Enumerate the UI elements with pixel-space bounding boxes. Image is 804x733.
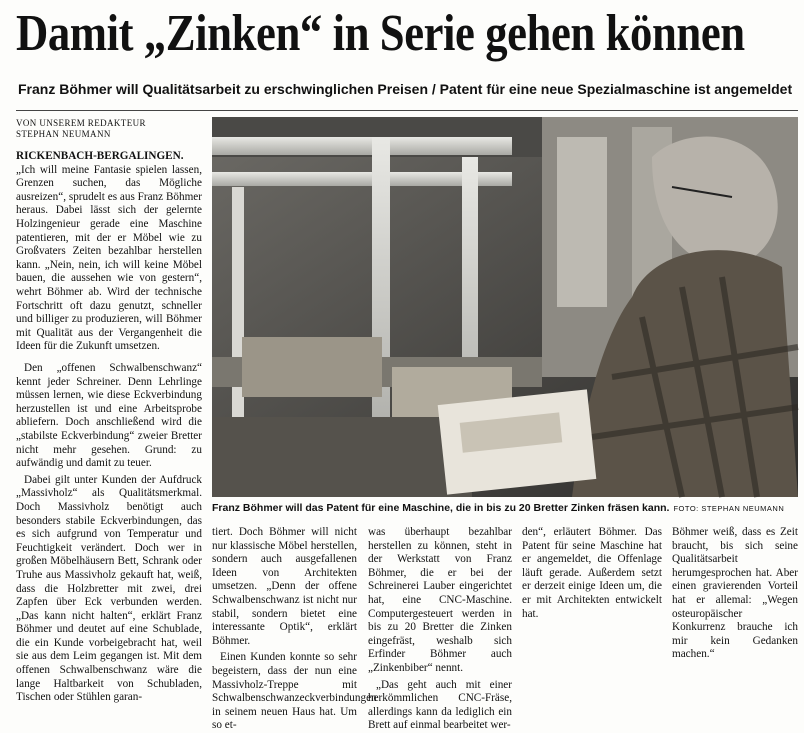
byline-author: STEPHAN NEUMANN <box>16 129 111 139</box>
lead-text: „Ich will meine Fantasie spielen lassen, Grenzen suchen, das Mögliche ausreizen“, sprudelt es aus Franz Böhmer heraus. Dabei lässt sich der gelernte Holzingenieur gerade eine Maschine patentieren, mit der er Möbel wie zu Großvaters Zeiten bezahlbar herstellen kann. „Nein, nein, ich will keine Möbel bauen, die aussehen wie von gestern“, wehrt Böhmer ab. Wird der technische Fortschritt oft dazu genutzt, schneller und billiger zu produzieren, will Böhmer mit Qualität aus der Vergangenheit die Ideen für die Zukunft umsetzen. <box>16 163 202 353</box>
byline <box>16 118 202 140</box>
photo-illustration <box>212 117 798 497</box>
subheadline: Franz Böhmer will Qualitätsarbeit zu erschwinglichen Preisen / Patent für eine neue Spezialmaschine ist angemeldet <box>18 81 793 97</box>
paragraph-5: was überhaupt bezahlbar herstellen zu können, steht in der Werkstatt von Franz Böhmer, die er bei der Schreinerei Lauber eingerichtet hat, eine CNC-Maschine. Computergesteuert werden in bis zu 20 Bretter die Zinken eingefräst, weshalb sich Erfinder Böhmer auch „Zinkenbiber“ nennt. <box>368 526 512 674</box>
dateline: RICKENBACH-BERGALINGEN. <box>16 150 184 162</box>
headline: Damit „Zinken“ in Serie gehen können <box>16 5 745 62</box>
paragraph-2: Dabei gilt unter Kunden der Aufdruck „Massivholz“ als Qualitätsmerkmal. Doch Massivholz benötigt auch besonders stabile Eckverbindungen, das es sich aufgrund von Temperatur und Feuchtigkeit verändert. Doch wer in großen Möbelhäusern Bett, Schrank oder Truhe aus Massivholz gekauft hat, weiß, dass die Holzbretter mit zwei, drei Zapfen über Eck verbunden werden. „Das kann nicht halten“, erklärt Franz Böhmer und deutet auf eine Schublade, die ein Kunde vorbeigebracht hat, weil sie aus dem Leim gegangen ist. Mit dem offenen Schwalbenschwanz wäre die lange Haltbarkeit von Schubladen, Tischen oder Stühlen garan- <box>16 473 202 704</box>
paragraph-3: tiert. Doch Böhmer will nicht nur klassische Möbel herstellen, sondern auch ausgefallenen Ideen von Architekten umsetzen. „Denn der offene Schwalbenschwanz ist nicht nur stabil, sondern bietet eine interessante Optik“, erklärt Böhmer. <box>212 526 357 647</box>
byline-line-1: VON UNSEREM REDAKTEUR <box>16 118 146 128</box>
article-column-4 <box>522 526 662 676</box>
lead-paragraph <box>16 150 202 362</box>
article-column-3 <box>368 526 512 732</box>
article-column-2 <box>212 526 377 732</box>
photo-credit: FOTO: STEPHAN NEUMANN <box>673 504 785 513</box>
paragraph-4: Einen Kunden konnte so sehr begeistern, dass der nun eine Massivholz-Treppe mit Schwalbenschwanzeckverbindungen in seinem neuen Haus hat. Um so et- <box>212 651 377 732</box>
paragraph-1: Den „offenen Schwalbenschwanz“ kennt jeder Schreiner. Denn Lehrlinge müssen lernen, wie diese Eckverbindung herzustellen ist und eine Arbeitsprobe abliefern. Doch anschließend wird die „stabilste Eckverbindung“ zweier Bretter nicht mehr gesehen. Grund: zu aufwändig und damit zu teuer. <box>16 362 202 470</box>
paragraph-7: den“, erläutert Böhmer. Das Patent für seine Maschine hat er angemeldet, die Offenlage läuft gerade. Außerdem setzt er derzeit einige Ideen um, die er mit Architekten entwickelt hat. <box>522 526 662 620</box>
article-column-5 <box>672 526 798 676</box>
paragraph-6: „Das geht auch mit einer herkömmlichen CNC-Fräse, allerdings kann da lediglich ein Brett auf einmal bearbeitet wer- <box>368 678 512 732</box>
photo-caption <box>212 501 798 516</box>
article-photo <box>212 117 798 497</box>
caption-text: Franz Böhmer will das Patent für eine Maschine, die in bis zu 20 Bretter Zinken fräsen kann. <box>212 502 670 514</box>
article-column-1 <box>16 362 202 704</box>
header-rule <box>16 110 798 111</box>
paragraph-8: Böhmer weiß, dass es Zeit braucht, bis sich seine Qualitätsarbeit herumgesprochen hat. Aber einen gravierenden Vorteil hat er allemal: „Wegen osteuropäischer Konkurrenz brauche ich mir kein Gedanken machen.“ <box>672 526 798 661</box>
